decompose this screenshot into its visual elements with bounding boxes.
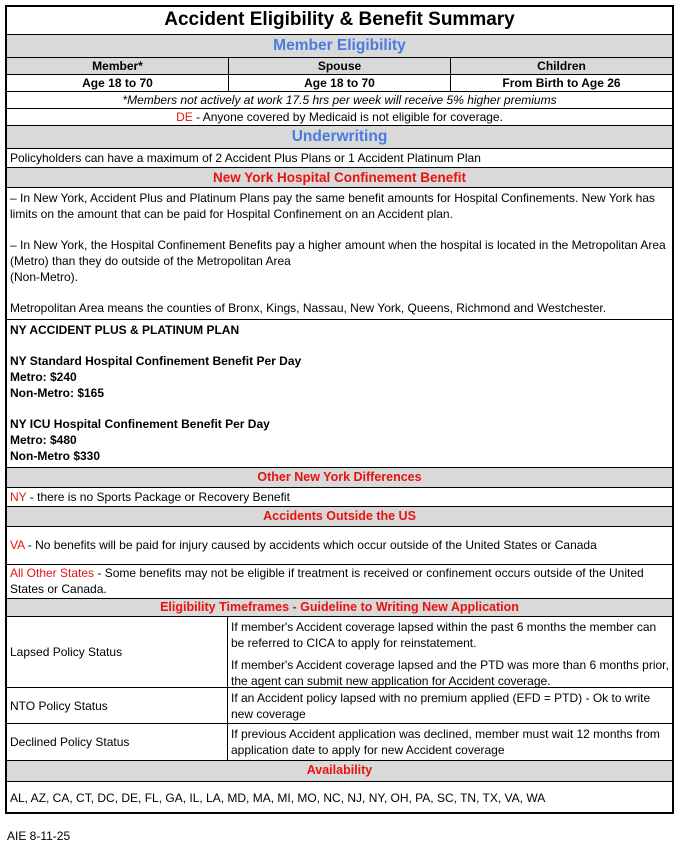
ny-standard-metro: Metro: $240 xyxy=(10,370,77,384)
lapsed-policy-guideline xyxy=(228,617,672,687)
ny-plan-title: NY ACCIDENT PLUS & PLATINUM PLAN xyxy=(10,323,240,337)
nto-policy-guideline: If an Accident policy lapsed with no premium applied (EFD = PTD) - Ok to write new coverage xyxy=(231,691,651,721)
member-column-header: Member* xyxy=(92,59,143,73)
lapsed-guideline-1: If member's Accident coverage lapsed within the past 6 months the member can be referred to CICA to apply for reinstatement. xyxy=(231,620,657,650)
ny-metro-definition: Metropolitan Area means the counties of Bronx, Kings, Nassau, New York, Queens, Richmond and Westchester. xyxy=(10,301,607,315)
ny-icu-nonmetro: Non-Metro $330 xyxy=(10,449,101,463)
declined-policy-guideline: If previous Accident application was declined, member must wait 12 months from application date to apply for new Accident coverage xyxy=(231,727,660,757)
spouse-age-range: Age 18 to 70 xyxy=(228,75,450,91)
timeframes-heading: Eligibility Timeframes - Guideline to Writing New Application xyxy=(7,598,672,616)
nto-policy-label: NTO Policy Status xyxy=(7,688,228,723)
other-states-outside-us-note xyxy=(7,564,672,598)
va-state-prefix: VA xyxy=(10,538,25,552)
other-states-text: - Some benefits may not be eligible if treatment is received or confinement occurs outside of the United States or Canada. xyxy=(10,566,644,596)
de-note-text: - Anyone covered by Medicaid is not eligible for coverage. xyxy=(192,110,503,124)
document-title: Accident Eligibility & Benefit Summary xyxy=(164,9,515,30)
member-eligibility-heading: Member Eligibility xyxy=(7,34,672,57)
lapsed-guideline-2: If member's Accident coverage lapsed and the PTD was more than 6 months prior, the agent can submit new application for Accident coverage. xyxy=(231,658,669,688)
ny-icu-title: NY ICU Hospital Confinement Benefit Per Day xyxy=(10,417,270,431)
children-column-header: Children xyxy=(450,58,672,74)
ny-hospital-description xyxy=(7,187,672,319)
availability-heading: Availability xyxy=(7,760,672,781)
nto-policy-row xyxy=(7,687,672,723)
lapsed-policy-row xyxy=(7,616,672,687)
ny-standard-nonmetro: Non-Metro: $165 xyxy=(10,386,105,400)
document-version-code: AIE 8-11-25 xyxy=(7,829,71,843)
ny-icu-metro: Metro: $480 xyxy=(10,433,77,447)
outside-us-heading: Accidents Outside the US xyxy=(7,506,672,526)
eligibility-age-values xyxy=(7,74,672,91)
declined-policy-row xyxy=(7,723,672,760)
member-age-range: Age 18 to 70 xyxy=(82,76,153,90)
available-states: AL, AZ, CA, CT, DC, DE, FL, GA, IL, LA, MD, MA, MI, MO, NC, NJ, NY, OH, PA, SC, TN, TX, VA, WA xyxy=(7,781,672,812)
other-ny-text: - there is no Sports Package or Recovery Benefit xyxy=(26,490,290,504)
de-medicaid-note xyxy=(7,108,672,125)
ny-standard-title: NY Standard Hospital Confinement Benefit Per Day xyxy=(10,354,302,368)
other-ny-note xyxy=(7,487,672,506)
lapsed-policy-label: Lapsed Policy Status xyxy=(7,617,228,687)
ny-plan-benefits xyxy=(7,319,672,467)
de-state-prefix: DE xyxy=(176,110,193,124)
va-note-text: - No benefits will be paid for injury caused by accidents which occur outside of the United States or Canada xyxy=(24,538,597,552)
eligibility-column-headers xyxy=(7,57,672,74)
benefit-summary-document xyxy=(5,5,674,814)
ny-state-prefix: NY xyxy=(10,490,27,504)
ny-hospital-para-1: – In New York, Accident Plus and Platinum Plans pay the same benefit amounts for Hospital Confinements. New York has limits on the amount that can be paid for Hospital Confinement on an Accident plan. xyxy=(10,191,656,221)
spouse-column-header: Spouse xyxy=(228,58,450,74)
other-states-prefix: All Other States xyxy=(10,566,95,580)
ny-hospital-para-2-cont: (Non-Metro). xyxy=(10,270,79,284)
children-age-range: From Birth to Age 26 xyxy=(450,75,672,91)
declined-policy-label: Declined Policy Status xyxy=(7,724,228,760)
ny-hospital-para-2: – In New York, the Hospital Confinement Benefits pay a higher amount when the hospital is located in the Metropolitan Area (Metro) than they do outside of the Metropolitan Area xyxy=(10,238,666,268)
premium-footnote: *Members not actively at work 17.5 hrs per week will receive 5% higher premiums xyxy=(7,91,672,108)
underwriting-heading: Underwriting xyxy=(7,125,672,148)
underwriting-text: Policyholders can have a maximum of 2 Accident Plus Plans or 1 Accident Platinum Plan xyxy=(7,148,672,167)
other-ny-heading: Other New York Differences xyxy=(7,467,672,487)
va-outside-us-note xyxy=(7,526,672,564)
ny-hospital-heading: New York Hospital Confinement Benefit xyxy=(7,167,672,187)
